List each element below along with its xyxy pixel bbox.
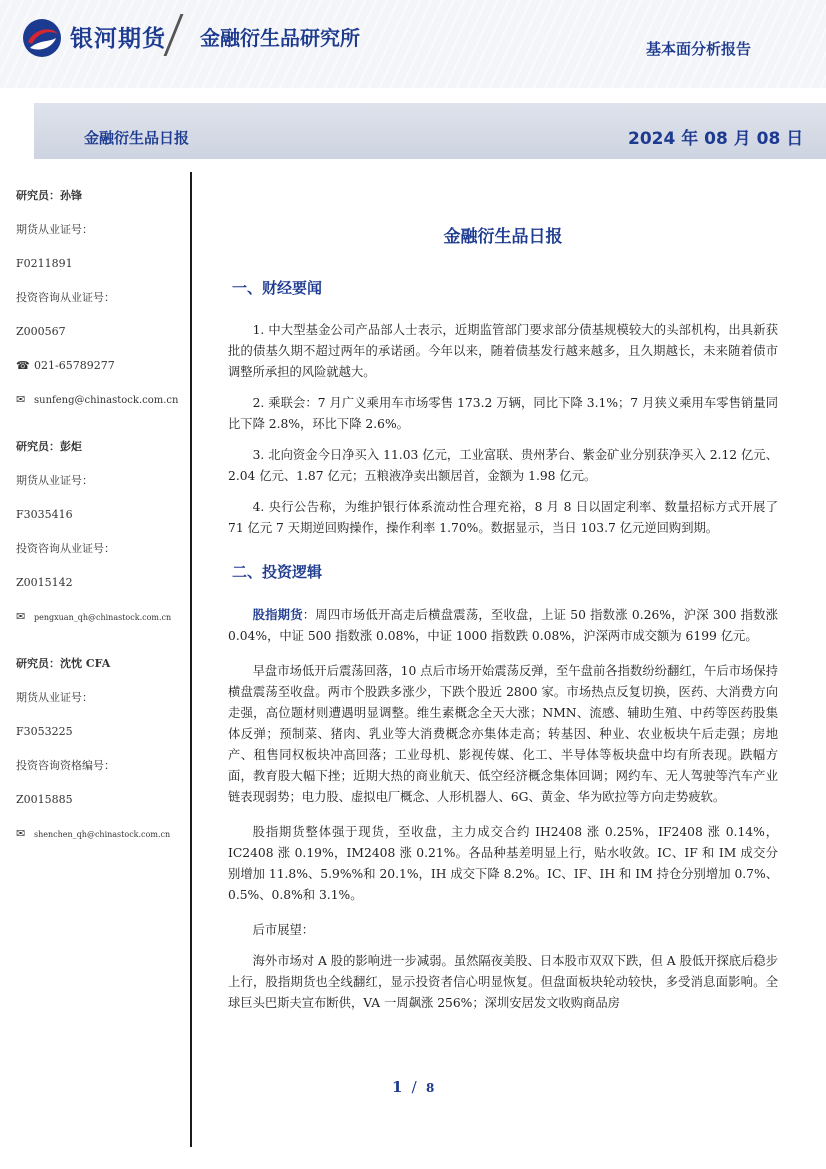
report-date: 2024 年 08 月 08 日 [628, 129, 804, 149]
company-name: 银河期货 [70, 26, 166, 52]
news-paragraph: 3. 北向资金今日净买入 11.03 亿元，工业富联、贵州茅台、紫金矿业分别获净买入 2.12 亿元、2.04 亿元、1.87 亿元；五粮液净卖出额居首，金额为 1.98 亿元。 [228, 448, 778, 483]
logic-lead-paragraph [228, 604, 778, 647]
advisory-number: Z000567 [16, 325, 66, 338]
total-pages: 8 [425, 1081, 435, 1095]
news-paragraph: 2. 乘联会：7 月广义乘用车市场零售 173.2 万辆，同比下降 3.1%；7 月狭义乘用车零售销量同比下降 2.8%，环比下降 2.6%。 [228, 396, 778, 431]
advisory-label: 投资咨询从业证号： [16, 291, 115, 304]
section-heading: 二、投资逻辑 [232, 563, 323, 581]
advisory-number: Z0015142 [16, 576, 73, 589]
email-row [16, 392, 188, 409]
report-type: 基本面分析报告 [646, 40, 752, 58]
license-number: F3053225 [16, 725, 73, 738]
logic-paragraph: 海外市场对 A 股的影响进一步减弱。虽然隔夜美股、日本股市双双下跌，但 A 股低开探底后稳步上行，股指期货也全线翻红，显示投资者信心明显恢复。但盘面板块轮动较快，多受消息面影响。全球巨头巴斯夫宣布断供，VA 一周飙涨 256%；深圳安居发文收购商品房 [228, 954, 778, 1010]
envelope-icon: ✉ [16, 393, 26, 406]
analyst-sidebar [16, 188, 188, 873]
license-number: F0211891 [16, 257, 73, 270]
page-separator: / [411, 1078, 417, 1096]
envelope-icon: ✉ [16, 610, 26, 623]
advisory-label: 投资咨询资格编号： [16, 759, 115, 772]
analyst-name: 研究员：沈忱 CFA [16, 657, 111, 670]
lead-label: 股指期货 [252, 607, 303, 622]
email-row [16, 609, 188, 626]
phone-icon: ☎ [16, 359, 30, 372]
analyst-card [16, 439, 188, 626]
email-address[interactable]: pengxuan_qh@chinastock.com.cn [34, 613, 172, 622]
email-address[interactable]: sunfeng@chinastock.com.cn [34, 395, 179, 406]
advisory-number: Z0015885 [16, 793, 73, 806]
document-title: 金融衍生品日报 [443, 227, 563, 247]
license-label: 期货从业证号： [16, 223, 93, 236]
analyst-name: 研究员：彭炬 [16, 440, 82, 453]
news-paragraph: 4. 央行公告称，为维护银行体系流动性合理充裕，8 月 8 日以固定利率、数量招标方式开展了 71 亿元 7 天期逆回购操作，操作利率 1.70%。数据显示，当日 103.7 亿元逆回购到期。 [228, 500, 778, 535]
outlook-label: 后市展望： [252, 923, 315, 937]
phone-row [16, 358, 188, 374]
institute-name: 金融衍生品研究所 [200, 26, 360, 50]
license-number: F3035416 [16, 508, 73, 521]
logic-paragraph: 早盘市场低开后震荡回落，10 点后市场开始震荡反弹，至午盘前各指数纷纷翻红，午后市场保持横盘震荡至收盘。两市个股跌多涨少，下跌个股近 2800 家。市场热点反复切换，医药、大消费方向走强，高位题材则遭遇明显调整。维生素概念全天大涨；NMN、流感、辅助生殖、中药等医药股集体反弹；预制菜、猪肉、乳业等大消费概念亦集体走高；转基因、种业、农业板块午后走强；房地产、租售同权板块冲高回落；工业母机、影视传媒、化工、半导体等板块盘中均有所表现。跌幅方面，教育股大幅下挫；近期大热的商业航天、低空经济概念集体回调；网约车、无人驾驶等汽车产业链表现弱势；电力股、虚拟电厂概念、人形机器人、6G、黄金、华为欧拉等方向走势疲软。 [228, 664, 778, 804]
license-label: 期货从业证号： [16, 474, 93, 487]
analyst-card [16, 188, 188, 409]
logic-paragraph: 股指期货整体强于现货，至收盘，主力成交合约 IH2408 涨 0.25%，IF2408 涨 0.14%，IC2408 涨 0.19%，IM2408 涨 0.21%。各品种基差明显上行，贴水收敛。IC、IF 和 IM 成交分别增加 11.8%、5.9%%和 20.1%，IH 成交下降 8.2%。IC、IF、IH 和 IM 持仓分别增加 0.7%、0.5%、0.8%和 3.1%。 [228, 825, 778, 902]
report-series-title: 金融衍生品日报 [84, 129, 190, 147]
news-paragraph: 1. 中大型基金公司产品部人士表示，近期监管部门要求部分债基规模较大的头部机构，出具新获批的债基久期不超过两年的承诺函。今年以来，随着债基发行越来越多，且久期越长，未来随着债市调整所承担的风险就越大。 [228, 323, 778, 379]
column-divider [190, 172, 192, 1147]
section-heading: 一、财经要闻 [232, 279, 323, 297]
report-body [228, 214, 778, 1024]
email-row [16, 826, 188, 843]
license-label: 期货从业证号： [16, 691, 93, 704]
analyst-name: 研究员：孙锋 [16, 189, 82, 202]
advisory-label: 投资咨询从业证号： [16, 542, 115, 555]
page-number [392, 1078, 434, 1096]
envelope-icon: ✉ [16, 827, 26, 840]
phone-number: 021-65789277 [34, 359, 115, 372]
email-address[interactable]: shenchen_qh@chinastock.com.cn [34, 830, 171, 839]
current-page: 1 [392, 1078, 403, 1096]
lead-text: ：周四市场低开高走后横盘震荡，至收盘，上证 50 指数涨 0.26%，沪深 300 指数涨 0.04%，中证 500 指数涨 0.08%，中证 1000 指数跌 0.08%，沪深两市成交额为 6199 亿元。 [228, 608, 778, 643]
analyst-card [16, 656, 188, 843]
galaxy-logo-icon [22, 18, 62, 58]
